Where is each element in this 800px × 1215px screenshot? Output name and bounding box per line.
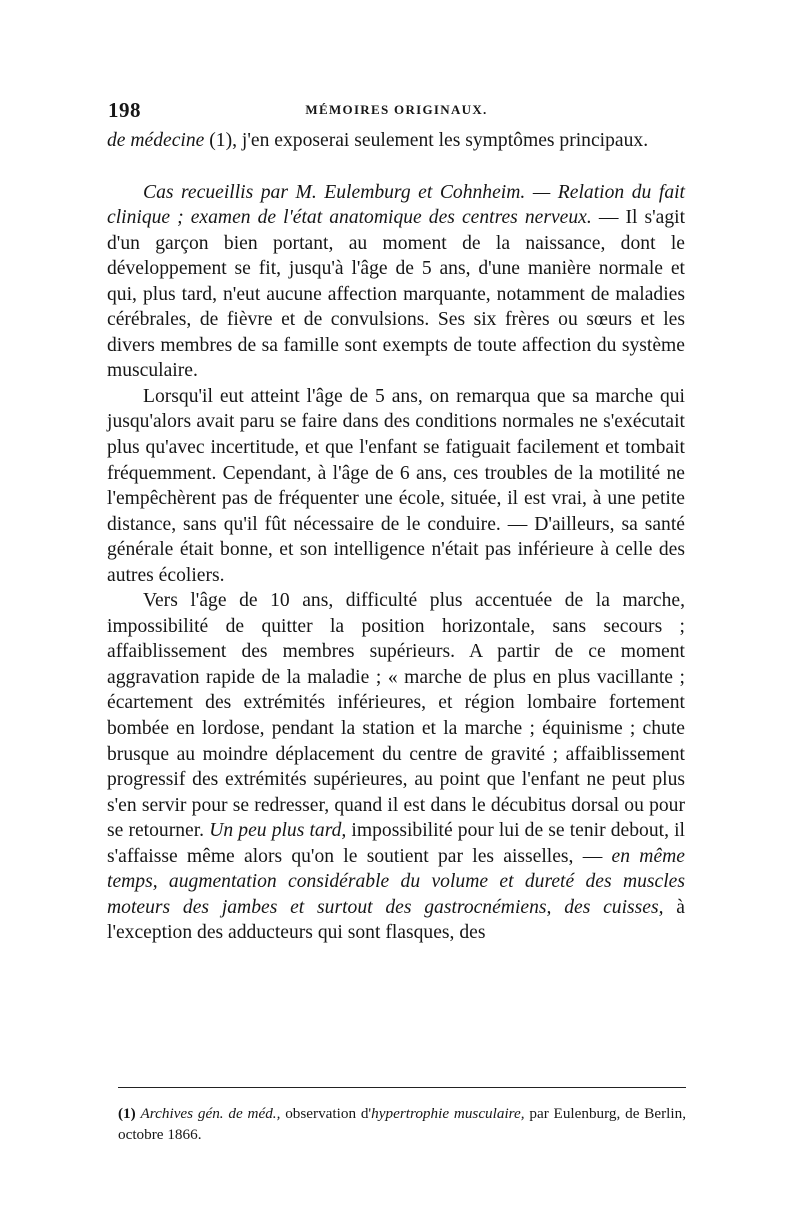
footnote-divider [118, 1087, 686, 1088]
case-heading: Cas recueillis par M. Eulemburg et Cohnheim. — Relation du fait clinique ; examen de l'état anatomique des centres nerveux. [107, 181, 685, 229]
text-run: (1), j'en exposerai seulement les symptômes principaux. [204, 130, 649, 151]
text-run: impossibilité pour lui de se tenir debout, il s'affaisse même alors qu'on le soutient par les aisselles, — [107, 820, 685, 867]
body-text [107, 128, 685, 946]
paragraph-continuation [107, 128, 685, 154]
text-run: observation d' [280, 1105, 372, 1122]
paragraph-onset [107, 384, 685, 588]
footnote [118, 1103, 686, 1145]
footnote-title: hypertrophie musculaire, [371, 1105, 525, 1122]
text-run: par Eulenburg, de Berlin, octobre 1866. [118, 1105, 686, 1143]
paragraph-progression [107, 588, 685, 946]
footnote-mark: (1) [118, 1105, 136, 1122]
text-italic: de médecine [107, 130, 205, 151]
text-run: à l'exception des adducteurs qui sont flasques, des [107, 896, 685, 944]
text-italic: en même temps, augmentation considérable du volume et dureté des muscles moteurs des jambes et surtout des gastrocnémiens, des cuisses, [107, 845, 685, 918]
page-number: 198 [108, 98, 141, 122]
text-run: — Il s'agit d'un garçon bien portant, au moment de la naissance, dont le développement se fit, jusqu'à l'âge de 5 ans, d'une manière normale et qui, plus tard, n'eut aucune affection marquante, notamment de maladies cérébrales, de fièvre et de convulsions. Ses six frères ou sœurs et les divers membres de sa famille sont exempts de toute affection du système musculaire. [107, 207, 686, 382]
text-run: Vers l'âge de 10 ans, difficulté plus accentuée de la marche, impossibilité de quitter la position horizontale, sans secours ; affaiblissement des membres supérieurs. A partir de ce moment aggravation rapide de la maladie ; « marche de plus en plus vacillante ; écartement des extrémités inférieures, et région lombaire fortement bombée en lordose, pendant la station et la marche ; équinisme ; chute brusque au moindre déplacement du centre de gravité ; affaiblissement progressif des extrémités supérieures, au point que l'enfant ne peut plus s'en servir pour se redresser, quand il est dans le décubitus dorsal ou pour se retourner. [107, 590, 685, 842]
text-italic: Un peu plus tard, [209, 820, 347, 842]
footnote-source: Archives gén. de méd., [140, 1105, 281, 1122]
paragraph-case-report [107, 180, 685, 384]
text-run: Lorsqu'il eut atteint l'âge de 5 ans, on remarqua que sa marche qui jusqu'alors avait paru se faire dans des conditions normales ne s'exécutait plus qu'avec incertitude, et que l'enfant se fatiguait facilement et tombait fréquemment. Cependant, à l'âge de 6 ans, ces troubles de la motilité ne l'empêchèrent pas de fréquenter une école, située, il est vrai, à une petite distance, sans qu'il fût nécessaire de le conduire. — D'ailleurs, sa santé générale était bonne, et son intelligence n'était pas inférieure à celle des autres écoliers. [107, 385, 685, 586]
page-header [108, 98, 685, 122]
running-head: MÉMOIRES ORIGINAUX. [305, 102, 488, 117]
